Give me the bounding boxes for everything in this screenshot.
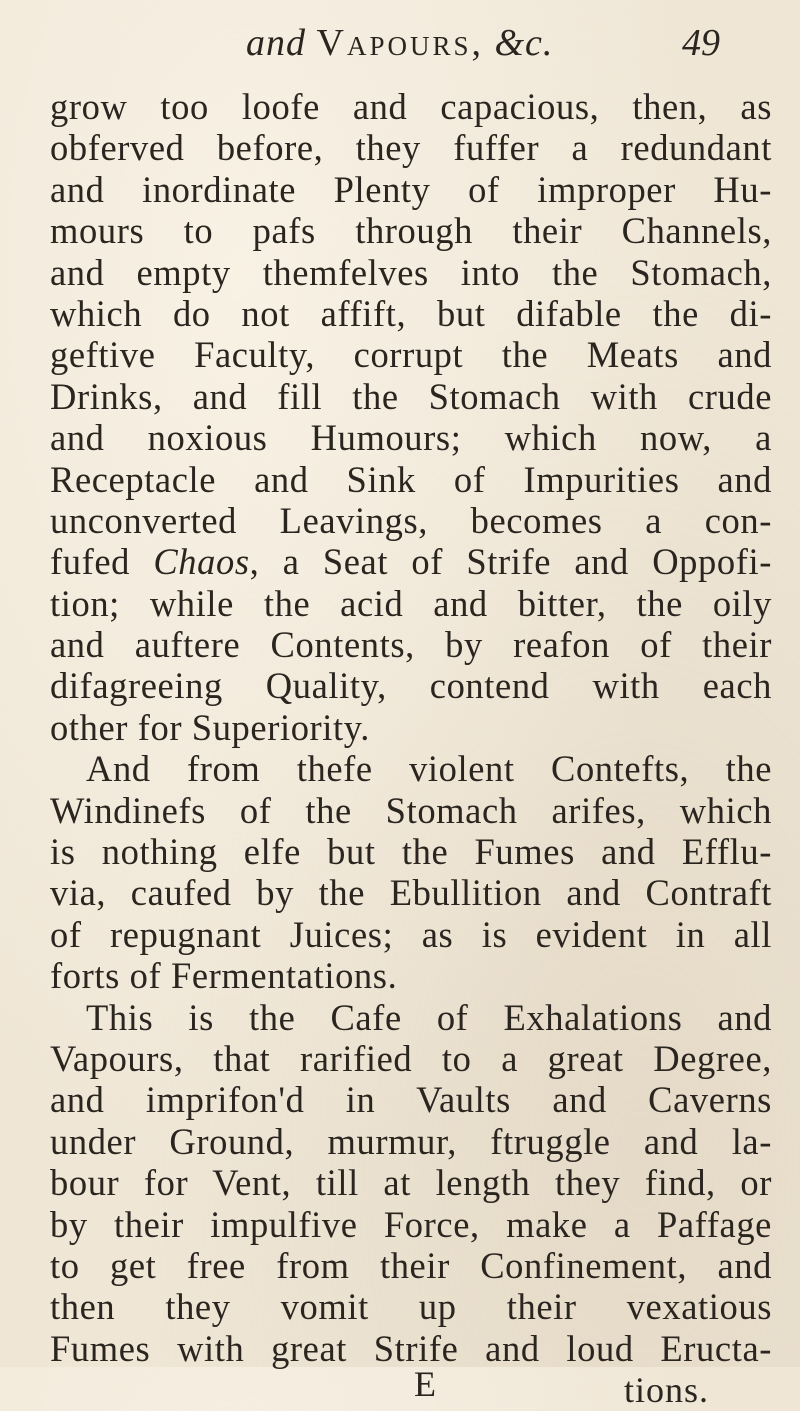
- text-line: and empty themfelves into the Stomach,: [50, 251, 772, 293]
- text-line: Receptacle and Sink of Impurities and: [50, 458, 772, 500]
- text-line: by their impulfive Force, make a Paffage: [50, 1203, 772, 1245]
- text-line: via, caufed by the Ebullition and Contraft: [50, 872, 772, 914]
- signature-mark: E: [414, 1364, 436, 1405]
- page-number: 49: [682, 22, 720, 64]
- text-line: and inordinate Plenty of improper Hu-: [50, 168, 772, 210]
- running-title-caps: Vapours,: [316, 22, 484, 64]
- catchword: tions.: [624, 1370, 710, 1411]
- text-line: Drinks, and fill the Stomach with crude: [50, 375, 772, 417]
- text-line: unconverted Leavings, becomes a con-: [50, 499, 772, 541]
- text-line: and imprifon'd in Vaults and Caverns: [50, 1079, 772, 1121]
- text-line: other for Superiority.: [50, 706, 370, 748]
- text-line: grow too loofe and capacious, then, as: [50, 86, 772, 127]
- text-line: Vapours, that rarified to a great Degree,: [50, 1037, 772, 1079]
- text-line: and noxious Humours; which now, a: [50, 417, 772, 459]
- running-title-prefix: and: [246, 22, 317, 64]
- body-text: [50, 86, 772, 1369]
- page-footer: [50, 1364, 772, 1411]
- text-line: then they vomit up their vexatious: [50, 1286, 772, 1328]
- text-line: of repugnant Juices; as is evident in all: [50, 913, 772, 955]
- text-line: This is the Cafe of Exhalations and: [86, 996, 772, 1038]
- text-line: mours to pafs through their Channels,: [50, 210, 772, 252]
- text-line: tion; while the acid and bitter, the oily: [50, 582, 772, 624]
- running-title: [246, 0, 553, 86]
- italic-word: Chaos: [153, 541, 250, 583]
- text-line: to get free from their Confinement, and: [50, 1244, 772, 1286]
- text-line: Fumes with great Strife and loud Eructa-: [50, 1327, 772, 1369]
- text-line: fufed Chaos, a Seat of Strife and Oppofi-: [50, 541, 772, 583]
- running-head: [50, 0, 772, 86]
- text-line: difagreeing Quality, contend with each: [50, 665, 772, 707]
- text-line: And from thefe violent Contefts, the: [86, 748, 772, 790]
- text-line: Windinefs of the Stomach arifes, which: [50, 789, 772, 831]
- text-line: is nothing elfe but the Fumes and Efflu-: [50, 831, 772, 873]
- running-title-suffix: &c.: [483, 22, 554, 64]
- text-line: bour for Vent, till at length they find, or: [50, 1162, 772, 1204]
- text-line: forts of Fermentations.: [50, 955, 398, 997]
- text-line: obferved before, they fuffer a redundant: [50, 127, 772, 169]
- text-line: geftive Faculty, corrupt the Meats and: [50, 334, 772, 376]
- text-line: and auftere Contents, by reafon of their: [50, 624, 772, 666]
- text-line: under Ground, murmur, ftruggle and la-: [50, 1120, 772, 1162]
- text-line: which do not affift, but difable the di-: [50, 292, 772, 334]
